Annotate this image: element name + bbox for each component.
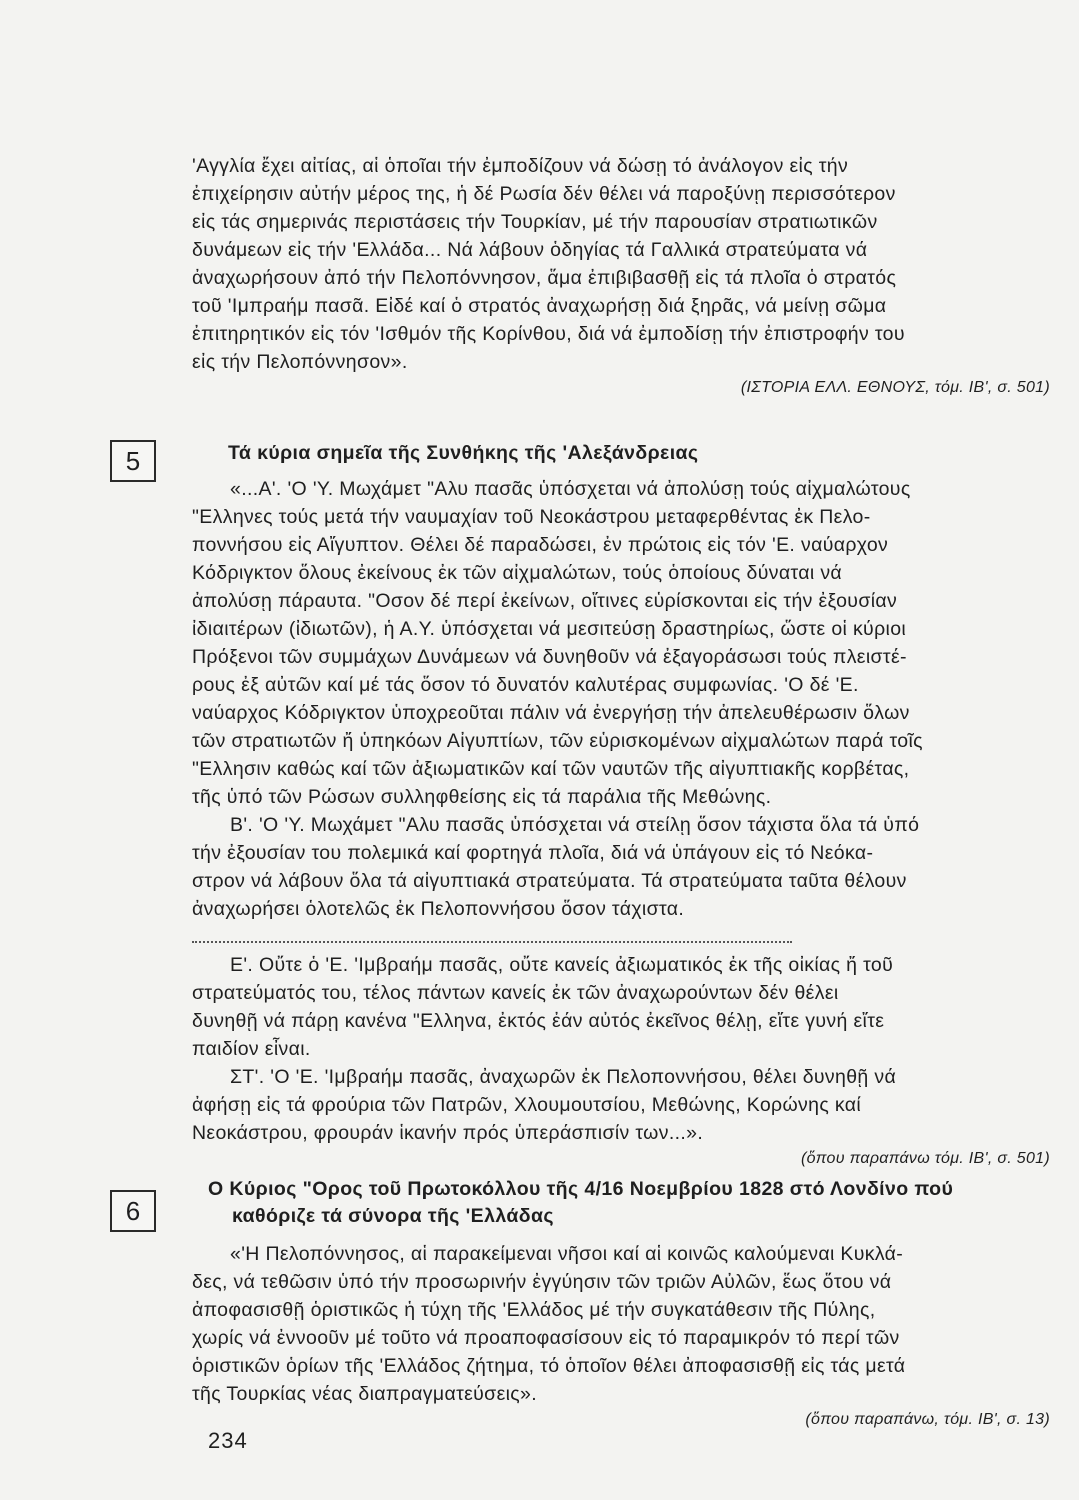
- text-line: ναύαρχος Κόδριγκτον ὑποχρεοῦται πάλιν νά ἐνεργήσῃ τήν ἀπελευθέρωσιν ὅλων: [192, 702, 910, 724]
- section-6-body: [192, 1240, 1050, 1432]
- section-title: Τά κύρια σημεῖα τῆς Συνθήκης τῆς 'Αλεξάνδρειας: [228, 442, 699, 464]
- section-title: καθόριζε τά σύνορα τῆς 'Ελλάδας: [232, 1205, 554, 1227]
- text-line: τῆς ὑπό τῶν Ρώσων συλληφθείσης εἰς τά παράλια τῆς Μεθώνης.: [192, 786, 772, 808]
- text-line: ὁριστικῶν ὁρίων τῆς 'Ελλάδος ζήτημα, τό ὁποῖον θέλει ἀποφασισθῇ εἰς τάς μετά: [192, 1355, 906, 1377]
- text-line: χωρίς νά ἐννοοῦν μέ τοῦτο νά προαποφασίσουν εἰς τό παραμικρόν τό περί τῶν: [192, 1327, 900, 1349]
- source-citation: (ὅπου παραπάνω τόμ. ΙΒ', σ. 501): [800, 1150, 1050, 1167]
- intro-text-block: [192, 152, 1050, 400]
- text-line: ΣΤ'. 'Ο 'Ε. 'Ιμβραήμ πασᾶς, ἀναχωρῶν ἐκ Πελοποννήσου, θέλει δυνηθῇ νά: [230, 1066, 897, 1088]
- text-line: στρατεύματός του, τέλος πάντων κανείς ἐκ τῶν ἀναχωρούντων δέν θέλει: [192, 982, 839, 1004]
- text-line: εἰς τάς σημερινάς περιστάσεις τήν Τουρκίαν, μέ τήν παρουσίαν στρατιωτικῶν: [192, 211, 878, 233]
- page-number: 234: [208, 1428, 248, 1453]
- section-5: [228, 440, 1050, 467]
- text-line: ἀποφασισθῇ ὁριστικῶς ἡ τύχη τῆς 'Ελλάδος μέ τήν συγκατάθεσιν τῆς Πύλης,: [192, 1299, 876, 1321]
- text-line: τῆς Τουρκίας νέας διαπραγματεύσεις».: [192, 1383, 538, 1405]
- text-line: ποννήσου εἰς Αἴγυπτον. Θέλει δέ παραδώσει, ἐν πρώτοις εἰς τόν 'Ε. ναύαρχον: [192, 534, 889, 556]
- text-line: τήν ἐξουσίαν του πολεμικά καί φορτηγά πλοῖα, διά νά ὑπάγουν εἰς τό Νεόκα-: [192, 842, 874, 864]
- text-line: τοῦ 'Ιμπραήμ πασᾶ. Εἰδέ καί ὁ στρατός ἀναχωρήσῃ διά ξηρᾶς, νά μείνῃ σῶμα: [192, 295, 887, 317]
- text-line: ἀναχωρήσουν ἀπό τήν Πελοπόννησον, ἅμα ἐπιβιβασθῇ εἰς τά πλοῖα ὁ στρατός: [192, 267, 897, 289]
- source-citation: (ὅπου παραπάνω, τόμ. ΙΒ', σ. 13): [805, 1411, 1050, 1428]
- text-line: "Ελληνες τούς μετά τήν ναυμαχίαν τοῦ Νεοκάστρου μεταφερθέντας ἐκ Πελο-: [192, 506, 871, 528]
- text-line: Ε'. Οὔτε ὁ 'Ε. 'Ιμβραήμ πασᾶς, οὔτε κανείς ἀξιωματικός ἐκ τῆς οἰκίας ἤ τοῦ: [230, 954, 894, 976]
- text-line: ἰδιαιτέρων (ἰδιωτῶν), ἡ Α.Υ. ὑπόσχεται νά μεσιτεύσῃ δραστηρίως, ὥστε οἱ κύριοι: [192, 618, 907, 640]
- text-line: 'Αγγλία ἔχει αἰτίας, αἱ ὁποῖαι τήν ἐμποδίζουν νά δώσῃ τό ἀνάλογον εἰς τήν: [192, 155, 849, 177]
- section-number-6: 6: [110, 1190, 156, 1232]
- text-line: ἐπιτηρητικόν εἰς τόν 'Ισθμόν τῆς Κορίνθου, διά νά ἐμποδίσῃ τήν ἐπιστροφήν του: [192, 323, 905, 345]
- text-line: ἐπιχείρησιν αὐτήν μέρος της, ἡ δέ Ρωσία δέν θέλει νά παροξύνῃ περισσότερον: [192, 183, 896, 205]
- section-title: Ο Κύριος "Ορος τοῦ Πρωτοκόλλου τῆς 4/16 Νοεμβρίου 1828 στό Λονδίνο πού: [208, 1178, 954, 1200]
- section-6: [208, 1176, 1050, 1230]
- text-line: Νεοκάστρου, φρουράν ἱκανήν πρός ὑπεράσπισίν των...».: [192, 1122, 704, 1144]
- text-line: ἀφήσῃ εἰς τά φρούρια τῶν Πατρῶν, Χλουμουτσίου, Μεθώνης, Κορώνης καί: [192, 1094, 862, 1116]
- text-line: τῶν στρατιωτῶν ἤ ὑπηκόων Αἰγυπτίων, τῶν εὑρισκομένων αἰχμαλώτων παρά τοῖς: [192, 730, 923, 752]
- section-number-5: 5: [110, 440, 156, 482]
- text-line: ρους ἐξ αὐτῶν καί μέ τάς ὅσον τό δυνατόν καλυτέρας συμφωνίας. 'Ο δέ 'Ε.: [192, 674, 859, 696]
- text-line: παιδίον εἶναι.: [192, 1038, 311, 1060]
- section-5-body: [192, 475, 1050, 1171]
- text-line: εἰς τήν Πελοπόννησον».: [192, 351, 408, 373]
- text-line: δες, νά τεθῶσιν ὑπό τήν προσωρινήν ἐγγύησιν τῶν τριῶν Αὐλῶν, ἕως ὅτου νά: [192, 1271, 892, 1293]
- text-line: ἀναχωρήσει ὁλοτελῶς ἐκ Πελοποννήσου ὅσον τάχιστα.: [192, 898, 685, 920]
- text-line: στρον νά λάβουν ὅλα τά αἰγυπτιακά στρατεύματα. Τά στρατεύματα ταῦτα θέλουν: [192, 870, 907, 892]
- text-line: δυνάμεων εἰς τήν 'Ελλάδα... Νά λάβουν ὁδηγίας τά Γαλλικά στρατεύματα νά: [192, 239, 868, 261]
- text-line: δυνηθῇ νά πάρῃ κανένα "Ελληνα, ἐκτός ἐάν αὐτός ἐκεῖνος θέλῃ, εἴτε γυνή εἴτε: [192, 1010, 885, 1032]
- text-line: Πρόξενοι τῶν συμμάχων Δυνάμεων νά δυνηθοῦν νά ἐξαγοράσωσι τούς πλειστέ-: [192, 646, 907, 668]
- text-line: Β'. 'Ο 'Υ. Μωχάμετ "Αλυ πασᾶς ὑπόσχεται νά στείλῃ ὅσον τάχιστα ὅλα τά ὑπό: [230, 814, 920, 836]
- ellipsis-divider: [192, 923, 792, 943]
- text-line: Κόδριγκτον ὅλους ἐκείνους ἐκ τῶν αἰχμαλώτων, τούς ὁποίους δύναται νά: [192, 562, 843, 584]
- source-citation: (ΙΣΤΟΡΙΑ ΕΛΛ. ΕΘΝΟΥΣ, τόμ. ΙΒ', σ. 501): [740, 379, 1050, 396]
- text-line: «...Α'. 'Ο 'Υ. Μωχάμετ "Αλυ πασᾶς ὑπόσχεται νά ἀπολύσῃ τούς αἰχμαλώτους: [230, 478, 911, 500]
- text-line: "Ελλησιν καθώς καί τῶν ἀξιωματικῶν καί τῶν ναυτῶν τῆς αἰγυπτιακῆς κορβέτας,: [192, 758, 910, 780]
- text-line: «'Η Πελοπόννησος, αἱ παρακείμεναι νῆσοι καί αἱ κοινῶς καλούμεναι Κυκλά-: [230, 1243, 904, 1265]
- text-line: ἀπολύσῃ πάραυτα. "Οσον δέ περί ἐκείνων, οἵτινες εὑρίσκονται εἰς τήν ἐξουσίαν: [192, 590, 898, 612]
